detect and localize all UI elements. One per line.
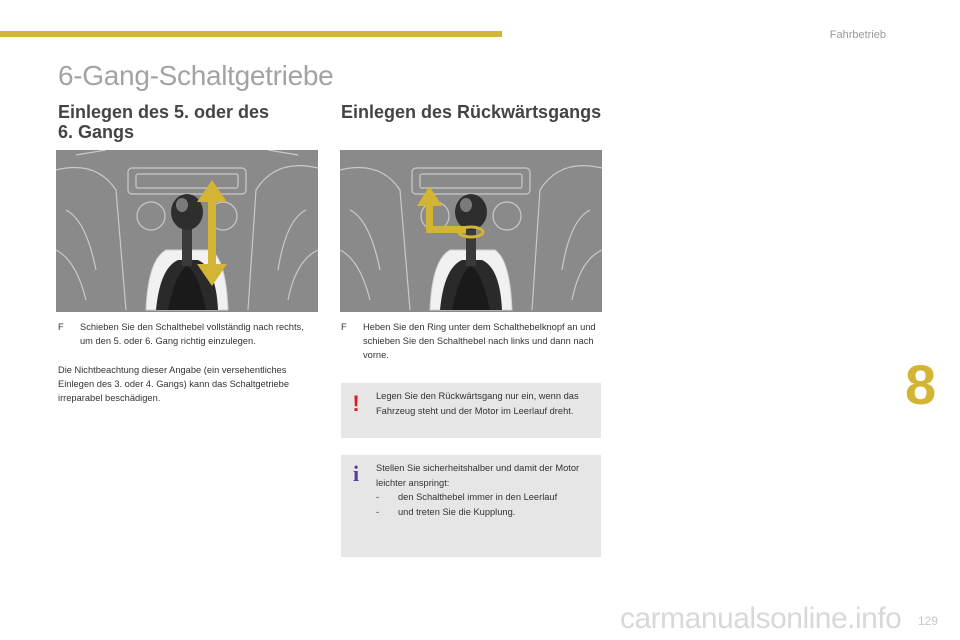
left-heading bbox=[58, 102, 298, 142]
left-heading-line1: Einlegen des 5. oder des bbox=[58, 102, 270, 122]
watermark: carmanualsonline.info bbox=[620, 602, 902, 635]
chapter-number: 8 bbox=[905, 353, 937, 416]
bullet-marker: F bbox=[341, 322, 347, 332]
gear-lever-reverse-illustration bbox=[340, 150, 602, 312]
bullet-marker: F bbox=[58, 322, 64, 332]
right-heading: Einlegen des Rückwärtsgangs bbox=[341, 102, 602, 122]
list-item-text: den Schalthebel immer in den Leerlauf bbox=[398, 492, 558, 502]
list-dash: - bbox=[376, 506, 380, 517]
right-instruction-text: Heben Sie den Ring unter dem Schalthebelknopf an und schieben Sie den Schalthebel nach links und dann nach vorne. bbox=[363, 322, 596, 360]
warning-text: Legen Sie den Rückwärtsgang nur ein, wenn das Fahrzeug steht und der Motor im Leerlauf dreht. bbox=[376, 391, 579, 416]
list-item bbox=[376, 490, 593, 505]
info-text bbox=[376, 461, 593, 519]
exclamation-icon: ! bbox=[352, 391, 360, 416]
gear-lever-right-illustration bbox=[56, 150, 318, 312]
section-label: Fahrbetrieb bbox=[829, 29, 886, 41]
gear-shift-5-6-illustration bbox=[56, 150, 318, 312]
right-instruction bbox=[341, 320, 603, 362]
list-item-text: und treten Sie die Kupplung. bbox=[398, 506, 516, 517]
left-heading-line2: 6. Gangs bbox=[58, 122, 135, 142]
list-dash: - bbox=[376, 492, 380, 502]
left-instruction bbox=[58, 320, 308, 348]
left-instruction-text: Schieben Sie den Schalthebel vollständig nach rechts, um den 5. oder 6. Gang richtig einzulegen. bbox=[80, 322, 304, 346]
reverse-gear-illustration bbox=[340, 150, 602, 312]
header-accent-bar bbox=[0, 31, 502, 37]
warning-box bbox=[341, 383, 601, 438]
left-note: Die Nichtbeachtung dieser Angabe (ein versehentliches Einlegen des 3. oder 4. Gangs) kann das Schaltgetriebe irreparabel beschädigen. bbox=[58, 365, 290, 403]
list-item bbox=[376, 505, 593, 520]
info-icon: i bbox=[352, 461, 360, 486]
page-title: 6-Gang-Schaltgetriebe bbox=[58, 60, 334, 91]
info-box bbox=[341, 455, 601, 557]
page-number: 129 bbox=[917, 614, 938, 628]
info-intro: Stellen Sie sicherheitshalber und damit der Motor leichter anspringt: bbox=[376, 463, 580, 488]
